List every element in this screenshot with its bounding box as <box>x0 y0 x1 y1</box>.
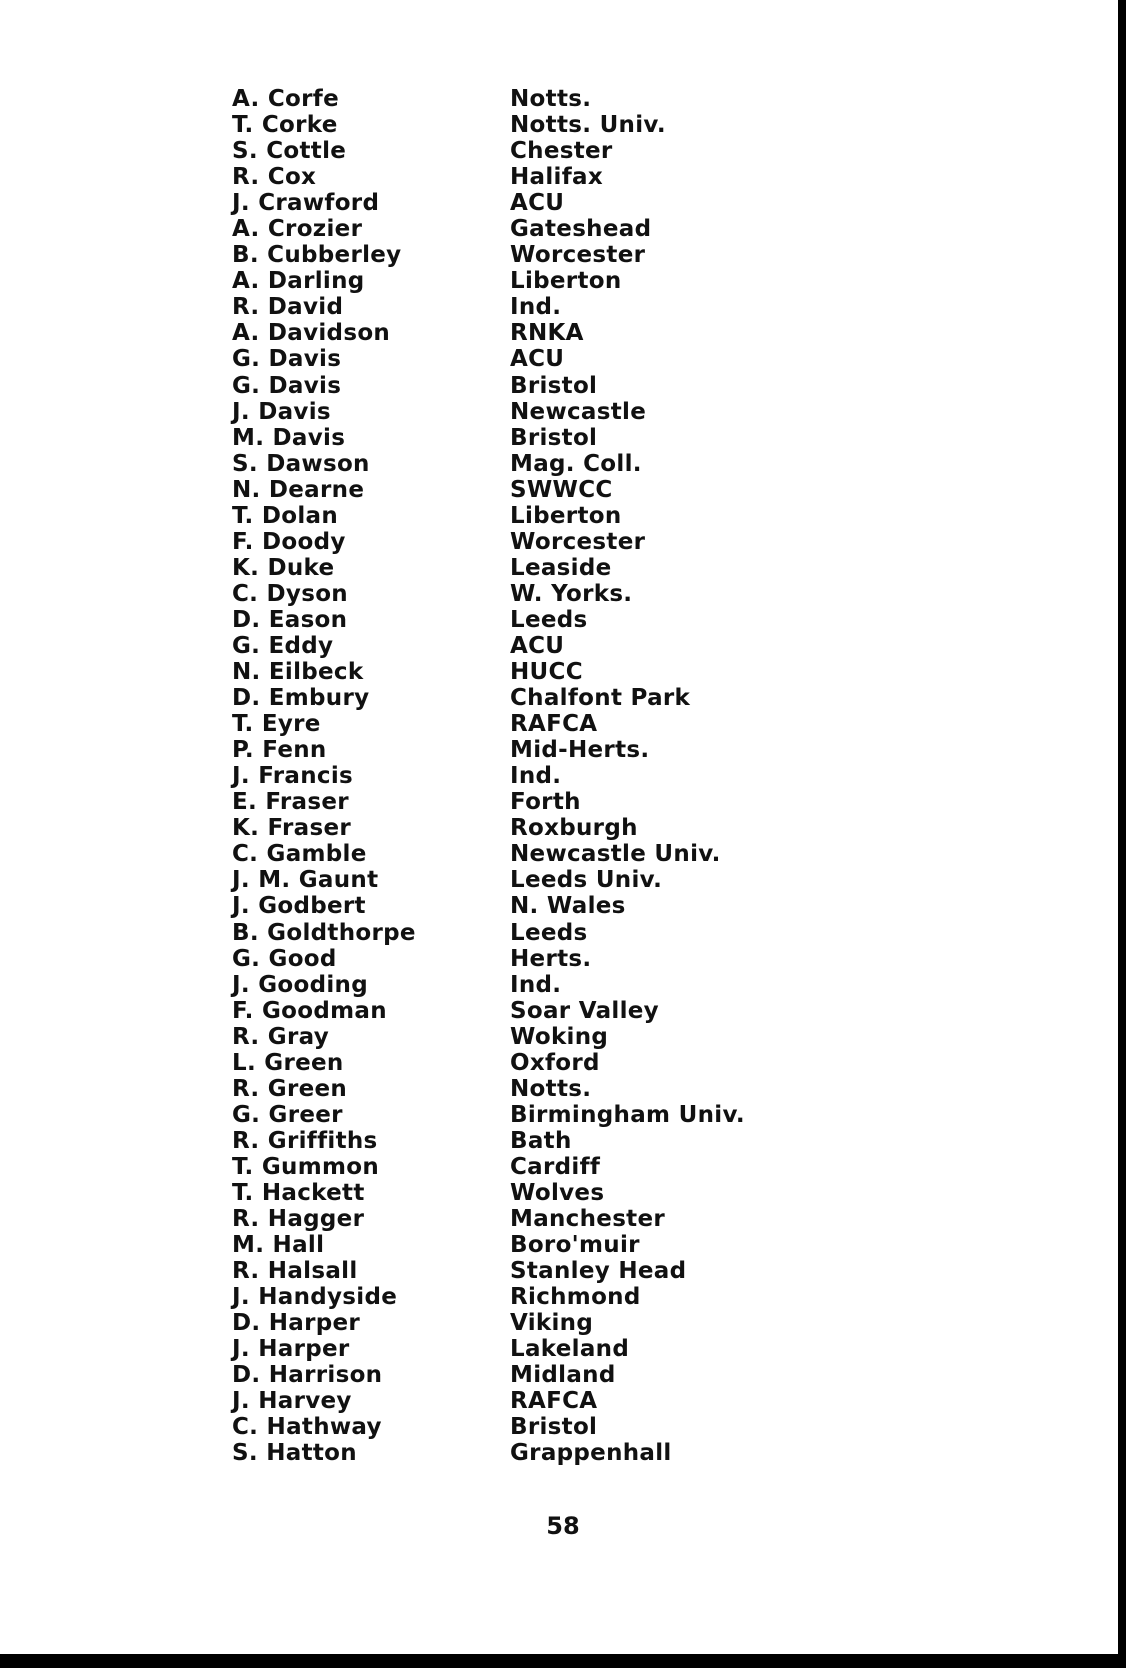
entry-club: SWWCC <box>510 476 613 503</box>
entry-club: Gateshead <box>510 216 652 243</box>
entry-name: B. Cubberley <box>232 242 402 269</box>
list-item <box>232 1258 792 1284</box>
entry-club: Liberton <box>510 502 622 529</box>
entry-name: A. Crozier <box>232 216 363 243</box>
list-item <box>232 867 792 893</box>
entry-name: T. Hackett <box>232 1179 365 1206</box>
entry-name: G. Eddy <box>232 632 334 659</box>
entry-club: Notts. <box>510 1075 592 1102</box>
entry-club: Bristol <box>510 424 598 451</box>
list-item <box>232 841 792 867</box>
entry-name: K. Fraser <box>232 815 352 842</box>
list-item <box>232 711 792 737</box>
entry-club: Liberton <box>510 268 622 295</box>
list-item <box>232 972 792 998</box>
entry-club: Newcastle <box>510 398 647 425</box>
entry-name: R. Halsall <box>232 1258 358 1285</box>
list-item <box>232 216 792 242</box>
entry-name: E. Fraser <box>232 789 349 816</box>
entry-club: Roxburgh <box>510 815 638 842</box>
list-item <box>232 425 792 451</box>
list-item <box>232 1180 792 1206</box>
entry-club: Ind. <box>510 971 562 998</box>
entry-club: Worcester <box>510 242 646 269</box>
entry-name: R. Gray <box>232 1023 330 1050</box>
entry-name: D. Harper <box>232 1310 361 1337</box>
entry-name: G. Davis <box>232 372 342 399</box>
list-item <box>232 399 792 425</box>
list-item <box>232 659 792 685</box>
entry-club: Manchester <box>510 1206 666 1233</box>
entry-club: Forth <box>510 789 581 816</box>
list-item <box>232 268 792 294</box>
entry-name: S. Cottle <box>232 138 347 165</box>
list-item <box>232 1206 792 1232</box>
list-item <box>232 1024 792 1050</box>
entry-name: C. Dyson <box>232 580 348 607</box>
list-item <box>232 320 792 346</box>
scan-edge-bottom <box>0 1654 1126 1668</box>
list-item <box>232 242 792 268</box>
entry-club: Bath <box>510 1127 572 1154</box>
entry-club: RAFCA <box>510 1388 598 1415</box>
entry-club: Ind. <box>510 294 562 321</box>
list-item <box>232 946 792 972</box>
entry-club: RNKA <box>510 320 584 347</box>
list-item <box>232 737 792 763</box>
entry-name: M. Hall <box>232 1232 325 1259</box>
list-item <box>232 164 792 190</box>
entry-name: L. Green <box>232 1049 344 1076</box>
entry-club: Notts. Univ. <box>510 112 666 139</box>
list-item <box>232 1362 792 1388</box>
entry-name: P. Fenn <box>232 737 327 764</box>
entry-name: C. Gamble <box>232 841 367 868</box>
scan-edge-right <box>1118 0 1126 1668</box>
list-item <box>232 294 792 320</box>
list-item <box>232 1440 792 1466</box>
list-item <box>232 373 792 399</box>
entry-club: W. Yorks. <box>510 580 633 607</box>
list-item <box>232 763 792 789</box>
entry-club: HUCC <box>510 659 583 686</box>
entry-name: J. Davis <box>232 398 331 425</box>
entry-club: Midland <box>510 1362 616 1389</box>
entry-name: S. Dawson <box>232 450 370 477</box>
entry-list <box>232 86 792 1466</box>
entry-name: N. Dearne <box>232 476 365 503</box>
entry-name: R. Griffiths <box>232 1127 378 1154</box>
list-item <box>232 138 792 164</box>
list-item <box>232 920 792 946</box>
entry-name: D. Embury <box>232 685 370 712</box>
list-item <box>232 998 792 1024</box>
entry-club: Cardiff <box>510 1153 601 1180</box>
entry-name: R. Hagger <box>232 1206 365 1233</box>
entry-club: Herts. <box>510 945 592 972</box>
entry-name: G. Greer <box>232 1101 343 1128</box>
list-item <box>232 1154 792 1180</box>
page-number: 58 <box>546 1512 580 1540</box>
entry-club: Newcastle Univ. <box>510 841 721 868</box>
entry-name: A. Corfe <box>232 86 340 112</box>
entry-name: D. Harrison <box>232 1362 383 1389</box>
list-item <box>232 112 792 138</box>
entry-name: J. Harvey <box>232 1388 352 1415</box>
entry-name: J. Handyside <box>232 1284 398 1311</box>
list-item <box>232 1414 792 1440</box>
list-item <box>232 86 792 112</box>
entry-club: Viking <box>510 1310 594 1337</box>
entry-club: RAFCA <box>510 711 598 738</box>
entry-club: Wolves <box>510 1179 605 1206</box>
entry-name: R. David <box>232 294 344 321</box>
entry-name: G. Davis <box>232 346 342 373</box>
entry-club: Notts. <box>510 86 592 112</box>
entry-club: Oxford <box>510 1049 600 1076</box>
list-item <box>232 1310 792 1336</box>
list-item <box>232 1102 792 1128</box>
entry-name: J. Godbert <box>232 893 366 920</box>
list-item <box>232 1076 792 1102</box>
entry-club: Leeds Univ. <box>510 867 663 894</box>
list-item <box>232 555 792 581</box>
entry-club: Halifax <box>510 164 603 191</box>
list-item <box>232 190 792 216</box>
entry-name: J. Francis <box>232 763 353 790</box>
list-item <box>232 789 792 815</box>
list-item <box>232 503 792 529</box>
list-item <box>232 685 792 711</box>
entry-club: Bristol <box>510 1414 598 1441</box>
list-item <box>232 581 792 607</box>
list-item <box>232 633 792 659</box>
entry-club: ACU <box>510 632 565 659</box>
list-item <box>232 607 792 633</box>
entry-club: Lakeland <box>510 1336 630 1363</box>
list-item <box>232 893 792 919</box>
entry-club: ACU <box>510 190 565 217</box>
entry-name: N. Eilbeck <box>232 659 364 686</box>
list-item <box>232 815 792 841</box>
entry-club: Leeds <box>510 919 588 946</box>
list-item <box>232 1336 792 1362</box>
entry-club: Ind. <box>510 763 562 790</box>
entry-name: S. Hatton <box>232 1440 357 1467</box>
entry-club: Leeds <box>510 606 588 633</box>
entry-name: C. Hathway <box>232 1414 382 1441</box>
entry-name: T. Corke <box>232 112 338 139</box>
entry-name: A. Darling <box>232 268 365 295</box>
entry-name: J. Gooding <box>232 971 368 998</box>
entry-name: T. Eyre <box>232 711 321 738</box>
entry-name: T. Dolan <box>232 502 339 529</box>
entry-name: R. Green <box>232 1075 348 1102</box>
entry-club: Stanley Head <box>510 1258 687 1285</box>
entry-club: N. Wales <box>510 893 626 920</box>
entry-name: R. Cox <box>232 164 317 191</box>
list-item <box>232 1284 792 1310</box>
entry-name: A. Davidson <box>232 320 391 347</box>
list-item <box>232 529 792 555</box>
entry-name: F. Goodman <box>232 997 387 1024</box>
entry-name: T. Gummon <box>232 1153 380 1180</box>
list-item <box>232 346 792 372</box>
entry-club: Richmond <box>510 1284 641 1311</box>
list-item <box>232 1388 792 1414</box>
entry-club: Bristol <box>510 372 598 399</box>
entry-name: J. Crawford <box>232 190 380 217</box>
entry-name: D. Eason <box>232 606 348 633</box>
list-item <box>232 1128 792 1154</box>
entry-name: M. Davis <box>232 424 346 451</box>
entry-club: Worcester <box>510 528 646 555</box>
entry-name: K. Duke <box>232 554 335 581</box>
entry-name: J. M. Gaunt <box>232 867 379 894</box>
entry-club: ACU <box>510 346 565 373</box>
entry-club: Chalfont Park <box>510 685 691 712</box>
list-item <box>232 1050 792 1076</box>
entry-club: Birmingham Univ. <box>510 1101 745 1128</box>
entry-name: J. Harper <box>232 1336 350 1363</box>
entry-name: B. Goldthorpe <box>232 919 416 946</box>
entry-name: G. Good <box>232 945 337 972</box>
entry-club: Mid-Herts. <box>510 737 650 764</box>
entry-club: Grappenhall <box>510 1440 672 1467</box>
entry-club: Mag. Coll. <box>510 450 642 477</box>
entry-club: Woking <box>510 1023 609 1050</box>
list-item <box>232 451 792 477</box>
entry-club: Soar Valley <box>510 997 659 1024</box>
list-item <box>232 1232 792 1258</box>
list-item <box>232 477 792 503</box>
entry-club: Chester <box>510 138 613 165</box>
entry-club: Boro'muir <box>510 1232 640 1259</box>
entry-club: Leaside <box>510 554 612 581</box>
entry-name: F. Doody <box>232 528 346 555</box>
